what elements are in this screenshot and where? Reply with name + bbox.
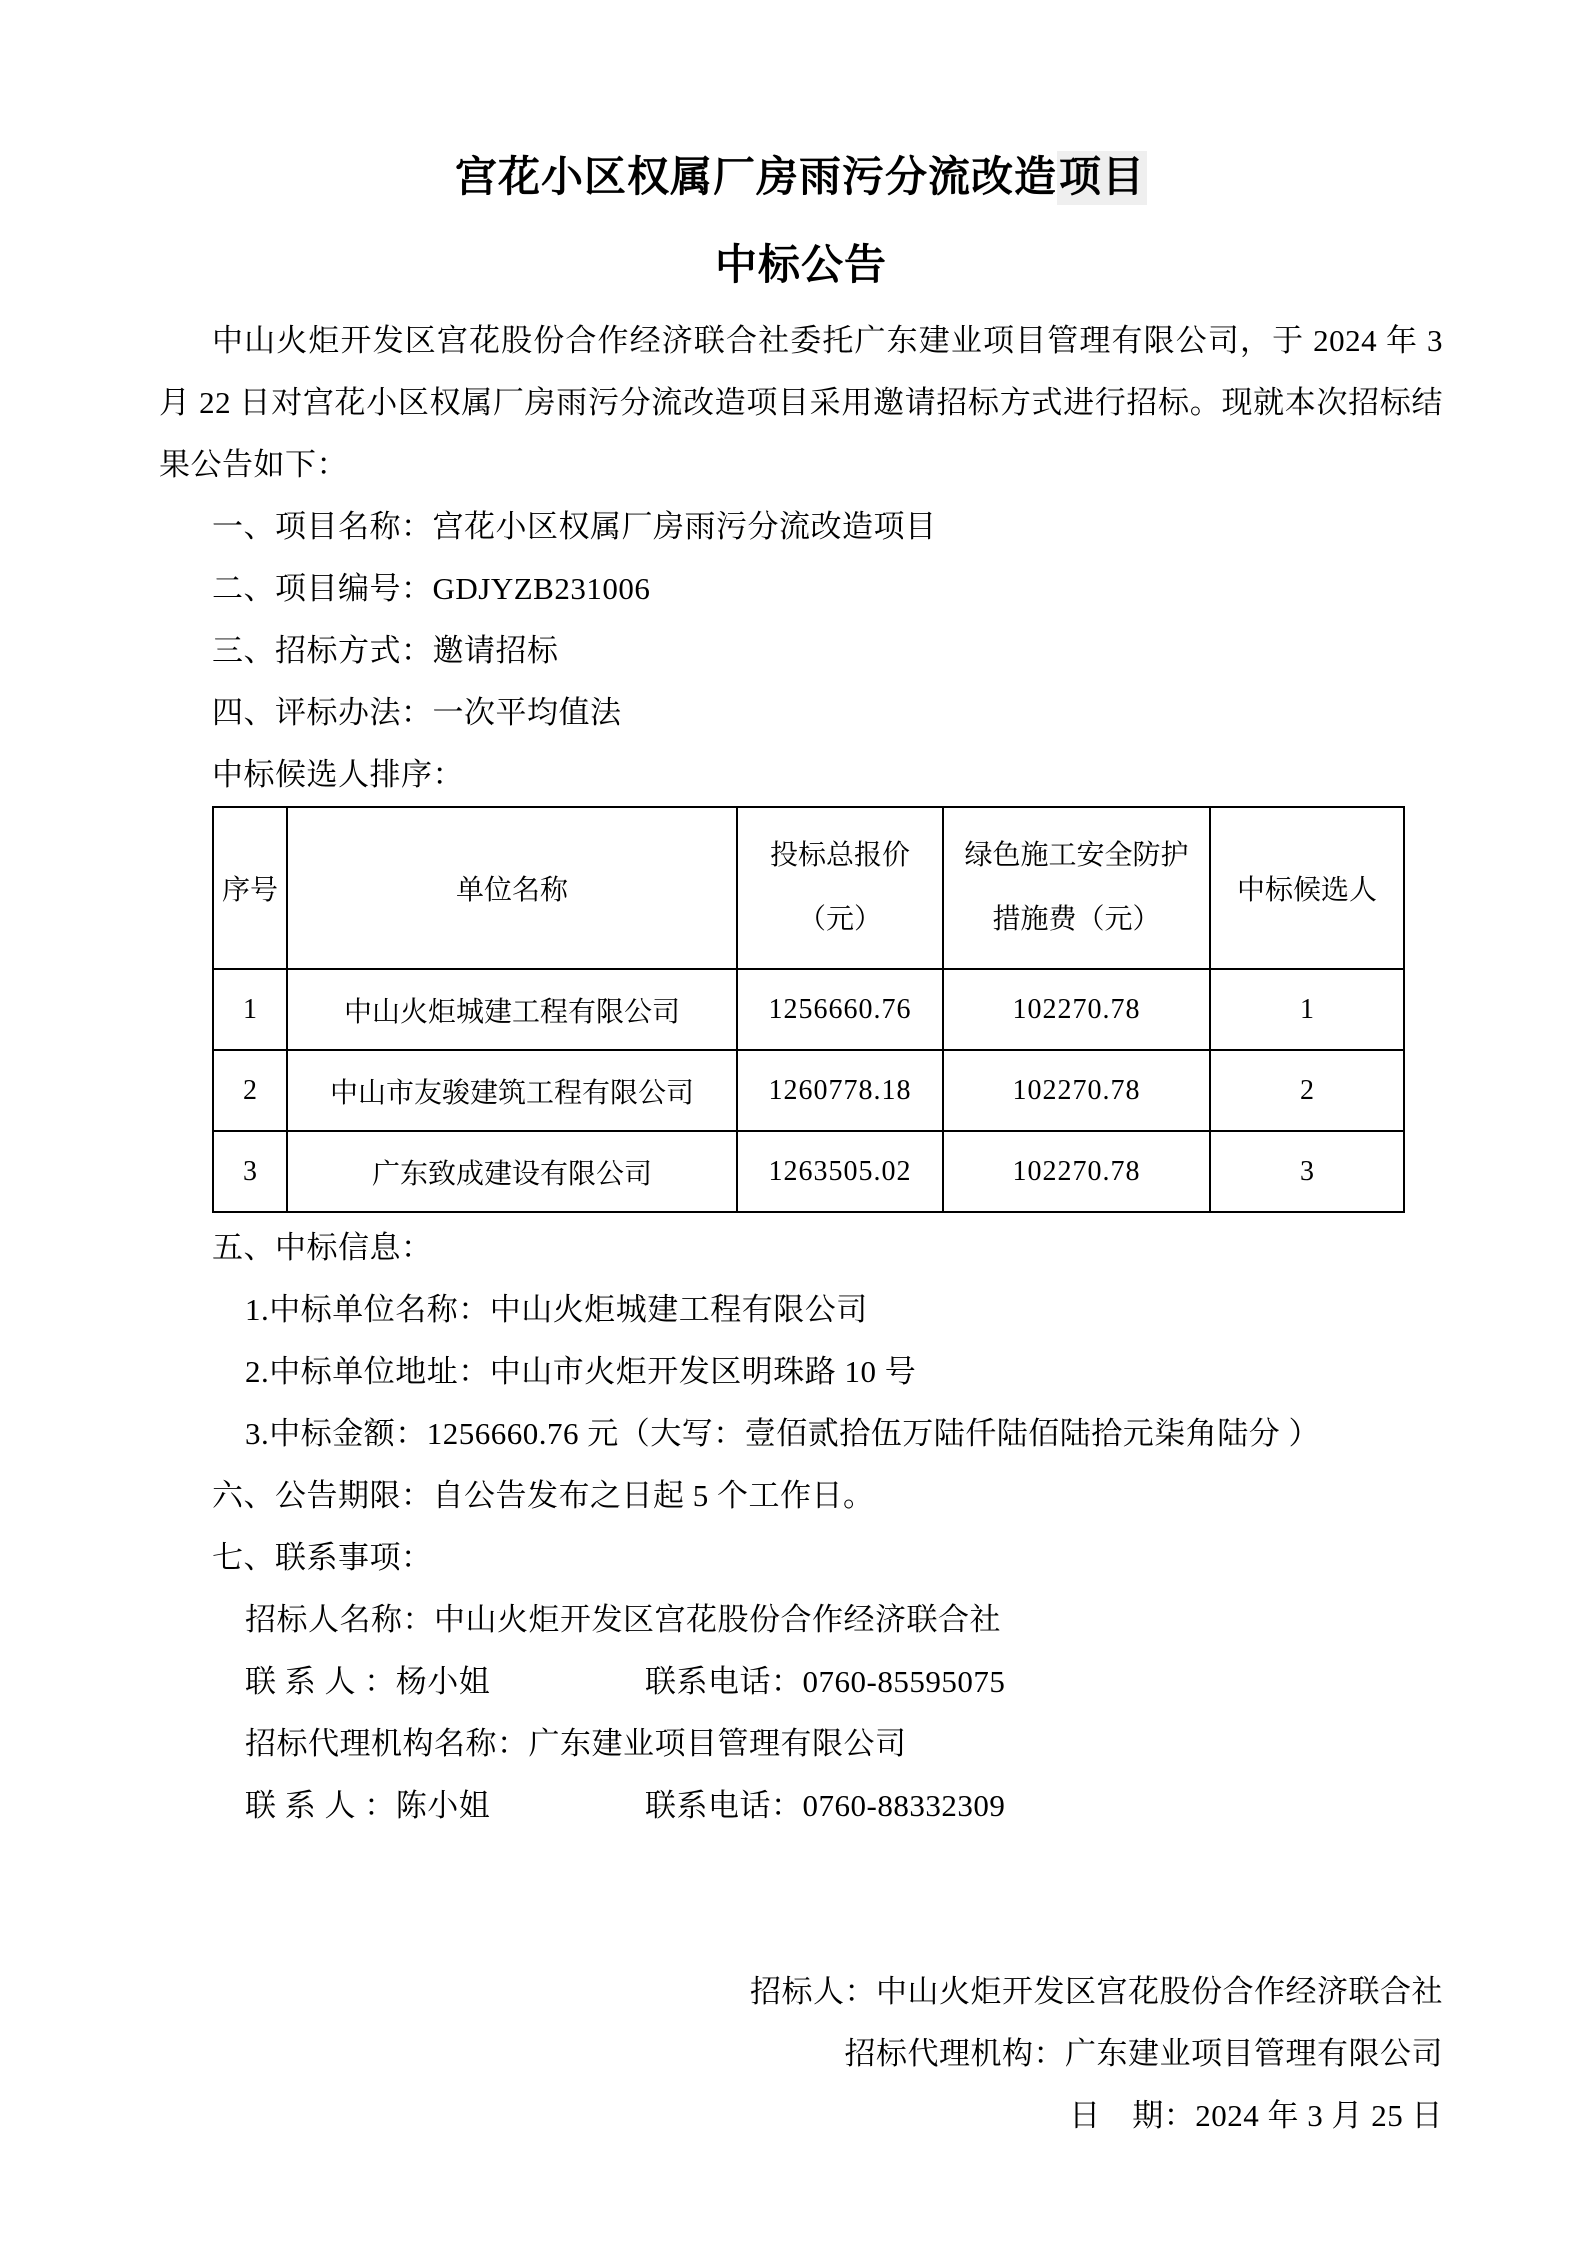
title-text: 宫花小区权属厂房雨污分流改造: [454, 155, 1057, 201]
cell-seq: 2: [213, 1050, 287, 1131]
cell-company: 广东致成建设有限公司: [287, 1131, 737, 1212]
cell-seq: 1: [213, 969, 287, 1050]
item-project-number: 二、项目编号：GDJYZB231006: [212, 571, 651, 606]
cell-safety-fee: 102270.78: [943, 1050, 1210, 1131]
cell-rank: 3: [1210, 1131, 1404, 1212]
document-subtitle: 中标公告: [714, 243, 887, 289]
signature-tenderer: 招标人：中山火炬开发区宫花股份合作经济联合社: [750, 1974, 1443, 2009]
header-company: 单位名称: [287, 807, 737, 969]
tenderer-contact-line: [159, 1651, 1443, 1713]
document-title: [159, 134, 1443, 222]
cell-rank: 2: [1210, 1050, 1404, 1131]
cell-rank: 1: [1210, 969, 1404, 1050]
agency-name-line: 招标代理机构名称：广东建业项目管理有限公司: [245, 1726, 907, 1761]
signature-agency: 招标代理机构：广东建业项目管理有限公司: [844, 2036, 1443, 2071]
header-seq: 序号: [213, 807, 287, 969]
item-project-name: 一、项目名称：宫花小区权属厂房雨污分流改造项目: [212, 509, 937, 544]
agency-contact-line: [159, 1775, 1443, 1837]
award-amount: 3.中标金额：1256660.76 元（大写：壹佰贰拾伍万陆仟陆佰陆拾元柒角陆分 ）: [245, 1416, 1320, 1451]
item-tender-method: 三、招标方式：邀请招标: [212, 633, 559, 668]
intro-paragraph: 中山火炬开发区宫花股份合作经济联合社委托广东建业项目管理有限公司，于 2024 年 3 月 22 日对宫花小区权属厂房雨污分流改造项目采用邀请招标方式进行招标。现就本次招标结果公告如下：: [159, 323, 1443, 482]
cell-company: 中山火炬城建工程有限公司: [287, 969, 737, 1050]
cell-seq: 3: [213, 1131, 287, 1212]
header-candidate: 中标候选人: [1210, 807, 1404, 969]
agency-phone: 联系电话：0760-88332309: [645, 1788, 1006, 1823]
cell-safety-fee: 102270.78: [943, 969, 1210, 1050]
ranking-label: 中标候选人排序：: [212, 757, 464, 792]
cell-safety-fee: 102270.78: [943, 1131, 1210, 1212]
table-header-row: [213, 807, 1404, 969]
section-award-info: 五、中标信息：: [212, 1230, 433, 1265]
cell-bid-total: 1263505.02: [737, 1131, 943, 1212]
agency-contact-person: 联 系 人 ：陈小姐: [245, 1788, 491, 1823]
item-evaluation-method: 四、评标办法：一次平均值法: [212, 695, 622, 730]
section-announcement-period: 六、公告期限：自公告发布之日起 5 个工作日。: [212, 1478, 875, 1513]
cell-bid-total: 1256660.76: [737, 969, 943, 1050]
table-row: [213, 1050, 1404, 1131]
signature-block: [159, 1961, 1443, 2147]
section-contact-matters: 七、联系事项：: [212, 1540, 433, 1575]
tenderer-contact-person: 联 系 人 ：杨小姐: [245, 1664, 491, 1699]
tenderer-name-line: 招标人名称：中山火炬开发区宫花股份合作经济联合社: [245, 1602, 1001, 1637]
tenderer-phone: 联系电话：0760-85595075: [645, 1664, 1006, 1699]
candidate-ranking-table: [212, 806, 1405, 1213]
title-highlighted-text: 项目: [1057, 151, 1147, 205]
award-winner-address: 2.中标单位地址：中山市火炬开发区明珠路 10 号: [245, 1354, 917, 1389]
table-row: [213, 1131, 1404, 1212]
signature-date: 日 期：2024 年 3 月 25 日: [1069, 2098, 1443, 2133]
cell-bid-total: 1260778.18: [737, 1050, 943, 1131]
cell-company: 中山市友骏建筑工程有限公司: [287, 1050, 737, 1131]
table-row: [213, 969, 1404, 1050]
award-winner-name: 1.中标单位名称：中山火炬城建工程有限公司: [245, 1292, 868, 1327]
header-bid-total: 投标总报价 （元）: [737, 807, 943, 969]
header-safety-fee: 绿色施工安全防护 措施费（元）: [943, 807, 1210, 969]
